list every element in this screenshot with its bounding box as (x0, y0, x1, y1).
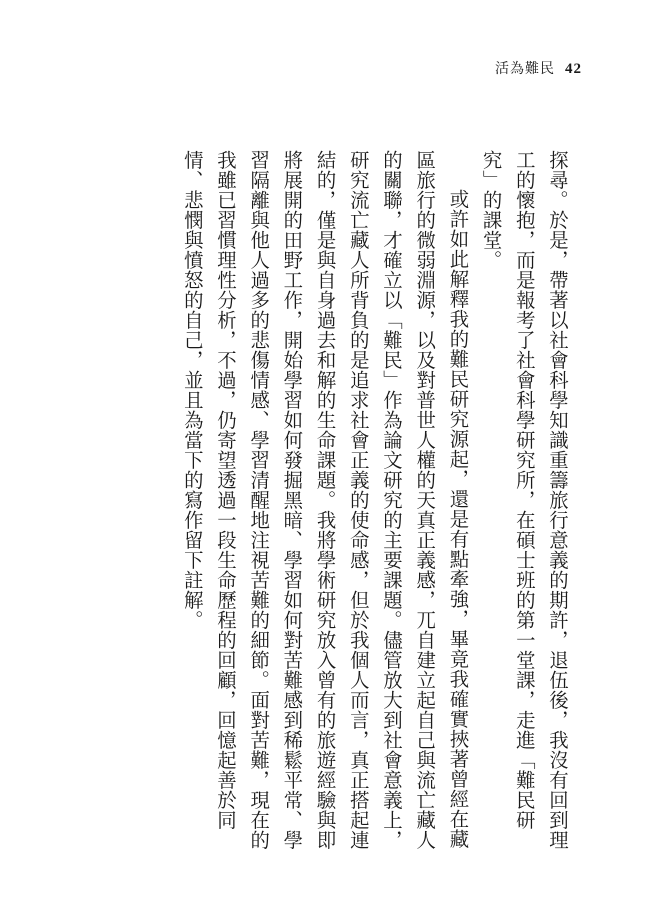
page-number: 42 (565, 61, 582, 77)
paragraph-1: 探尋。於是，帶著以社會科學知識重籌旅行意義的期許，退伍後，我沒有回到理工的懷抱，而是報考了社會科學研究所，在碩士班的第一堂課，走進「難民研究」的課堂。 (479, 150, 569, 850)
body-text (176, 150, 574, 855)
paragraph-2: 或許如此解釋我的難民研究源起，還是有點牽強，畢竟我確實挾著曾經在藏區旅行的微弱淵源，以及對普世人權的天真正義感，兀自建立起自己與流亡藏人的關聯，才確立以「難民」作為論文研究的主要課題。儘管放大到社會意義上，研究流亡藏人所背負的是追求社會正義的使命感，但於我個人而言，真正搭起連結的，僅是與自身過去和解的生命課題。我將學術研究放入曾有的旅遊經驗與即將展開的田野工作，開始學習如何發掘黑暗、學習如何對苦難感到稀鬆平常、學習隔離與他人過多的悲傷情感、學習清醒地注視苦難的細節。面對苦難，現在的我雖已習慣理性分析，不過，仍寄望透過一段生命歷程的回顧，回憶起善於同情、悲憫與憤怒的自己，並且為當下的寫作留下註解。 (180, 150, 470, 850)
running-header (495, 58, 582, 78)
running-title: 活為難民 (495, 61, 555, 77)
